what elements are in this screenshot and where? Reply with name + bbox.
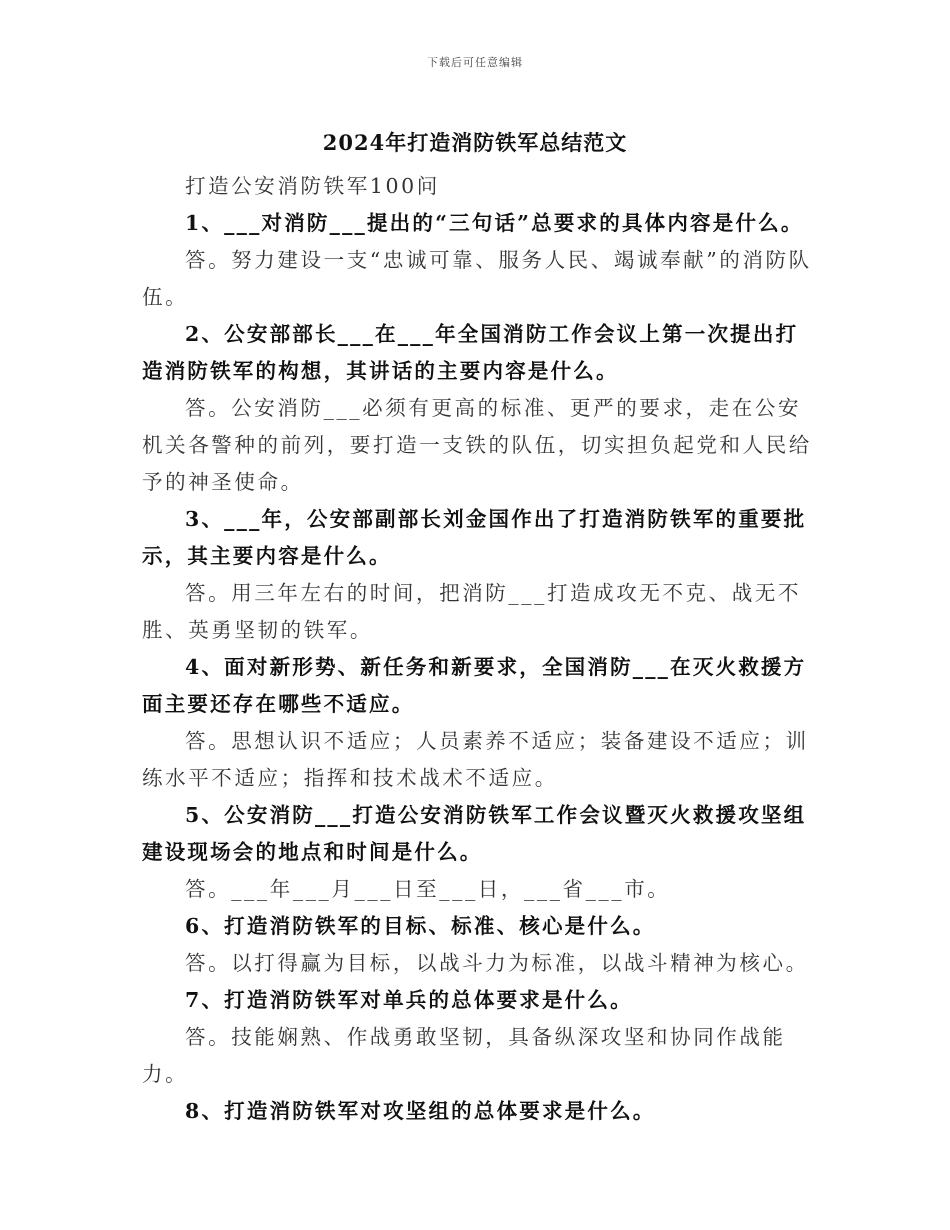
document-title: 2024年打造消防铁军总结范文 (322, 130, 628, 155)
answer-1: 答。努力建设一支“忠诚可靠、服务人民、竭诚奉献”的消防队伍。 (142, 248, 812, 309)
answer-7: 答。技能娴熟、作战勇敢坚韧，具备纵深攻坚和协同作战能力。 (142, 1025, 786, 1086)
header-note: 下载后可任意编辑 (427, 56, 523, 69)
answer-3: 答。用三年左右的时间，把消防___打造成攻无不克、战无不胜、英勇坚韧的铁军。 (142, 581, 802, 642)
document-body (142, 168, 812, 1130)
question-4: 4、面对新形势、新任务和新要求，全国消防___在灭火救援方面主要还存在哪些不适应。 (142, 655, 807, 716)
question-8: 8、打造消防铁军对攻坚组的总体要求是什么。 (185, 1099, 656, 1123)
intro-line: 打造公安消防铁军100问 (185, 174, 440, 198)
question-5: 5、公安消防___打造公安消防铁军工作会议暨灭火救援攻坚组建设现场会的地点和时间是什么。 (142, 803, 807, 864)
question-3: 3、___年，公安部副部长刘金国作出了打造消防铁军的重要批示，其主要内容是什么。 (142, 507, 807, 568)
answer-6: 答。以打得赢为目标，以战斗力为标准，以战斗精神为核心。 (185, 951, 809, 975)
answer-5: 答。___年___月___日至___日，___省___市。 (185, 877, 671, 901)
question-1: 1、___对消防___提出的“三句话”总要求的具体内容是什么。 (185, 211, 804, 235)
answer-4: 答。思想认识不适应；人员素养不适应；装备建设不适应；训练水平不适应；指挥和技术战术不适应。 (142, 729, 809, 790)
question-7: 7、打造消防铁军对单兵的总体要求是什么。 (185, 988, 633, 1012)
answer-2: 答。公安消防___必须有更高的标准、更严的要求，走在公安机关各警种的前列，要打造一支铁的队伍，切实担负起党和人民给予的神圣使命。 (142, 396, 812, 494)
question-2: 2、公安部部长___在___年全国消防工作会议上第一次提出打造消防铁军的构想，其讲话的主要内容是什么。 (142, 322, 799, 383)
question-6: 6、打造消防铁军的目标、标准、核心是什么。 (185, 914, 656, 938)
